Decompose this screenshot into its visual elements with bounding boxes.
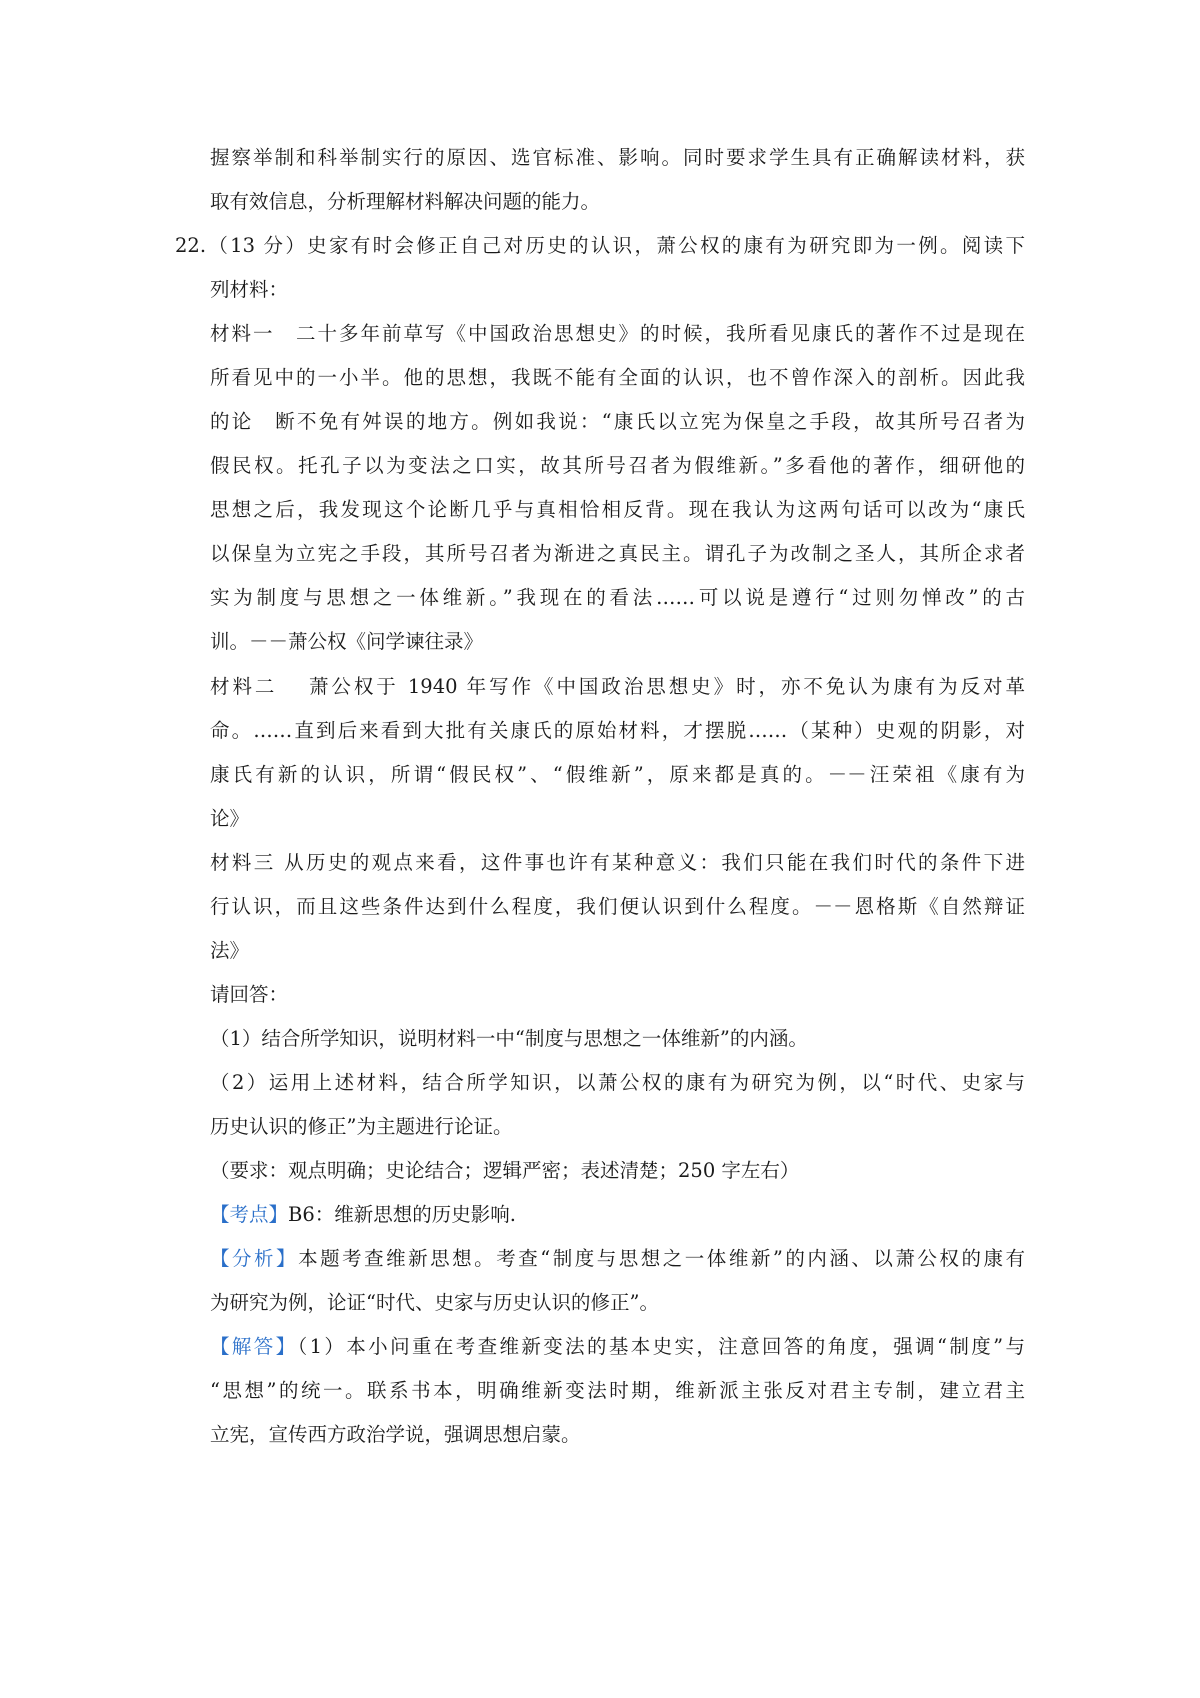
material-two-line: 康氏有新的认识，所谓“假民权”、“假维新”，原来都是真的。－－汪荣祖《康有为: [210, 763, 1025, 786]
fenxi-text: 本题考查维新思想。考查“制度与思想之一体维新”的内涵、以萧公权的康有: [298, 1247, 1025, 1270]
fenxi-line: 为研究为例，论证“时代、史家与历史认识的修正”。: [210, 1291, 659, 1314]
text-line: 取有效信息，分析理解材料解决问题的能力。: [210, 190, 601, 213]
material-one-line: 所看见中的一小半。他的思想，我既不能有全面的认识，也不曾作深入的剖析。因此我: [210, 366, 1025, 389]
requirements-note: （要求：观点明确；史论结合；逻辑严密；表述清楚；250 字左右）: [210, 1159, 800, 1182]
question-heading: 22.（13 分）史家有时会修正自己对历史的认识，萧公权的康有为研究即为一例。阅读下: [175, 234, 1025, 257]
material-three-source: 法》: [210, 939, 250, 962]
material-three-line: 材料三 从历史的观点来看，这件事也许有某种意义：我们只能在我们时代的条件下进: [210, 851, 1025, 874]
jieda-text: （1）本小问重在考查维新变法的基本史实，注意回答的角度，强调“制度”与: [297, 1335, 1025, 1358]
kaodian-text: B6：维新思想的历史影响.: [288, 1203, 516, 1226]
sub-question-2: 历史认识的修正”为主题进行论证。: [210, 1115, 513, 1138]
sub-question-2: （2）运用上述材料，结合所学知识，以萧公权的康有为研究为例，以“时代、史家与: [210, 1071, 1025, 1094]
material-one-source: 训。－－萧公权《问学谏往录》: [210, 630, 484, 653]
material-two-line: 材料二 萧公权于 1940 年写作《中国政治思想史》时，亦不免认为康有为反对革: [210, 675, 1025, 698]
prompt-label: 请回答：: [210, 983, 289, 1006]
material-two-line: 命。……直到后来看到大批有关康氏的原始材料，才摆脱……（某种）史观的阴影，对: [210, 719, 1025, 742]
text-line: 握察举制和科举制实行的原因、选官标准、影响。同时要求学生具有正确解读材料，获: [210, 146, 1025, 169]
material-one-line: 以保皇为立宪之手段，其所号召者为渐进之真民主。谓孔子为改制之圣人，其所企求者: [210, 542, 1025, 565]
kaodian-tag: 【考点】: [210, 1203, 289, 1226]
material-one-line: 思想之后，我发现这个论断几乎与真相恰相反背。现在我认为这两句话可以改为“康氏: [210, 498, 1025, 521]
text-line: 列材料：: [210, 278, 289, 301]
material-one-line: 实为制度与思想之一体维新。”我现在的看法……可以说是遵行“过则勿惮改”的古: [210, 586, 1025, 609]
jieda-tag: 【解答】: [210, 1335, 298, 1358]
material-one-line: 假民权。托孔子以为变法之口实，故其所号召者为假维新。”多看他的著作，细研他的: [210, 454, 1025, 477]
kaodian-line: [210, 1200, 1025, 1230]
fenxi-line: [210, 1244, 1025, 1274]
material-two-source: 论》: [210, 807, 250, 830]
material-one-line: 材料一 二十多年前草写《中国政治思想史》的时候，我所看见康氏的著作不过是现在: [210, 322, 1025, 345]
jieda-line: 立宪，宣传西方政治学说，强调思想启蒙。: [210, 1423, 581, 1446]
jieda-line: “思想”的统一。联系书本，明确维新变法时期，维新派主张反对君主专制，建立君主: [210, 1379, 1025, 1402]
material-three-line: 行认识，而且这些条件达到什么程度，我们便认识到什么程度。－－恩格斯《自然辩证: [210, 895, 1025, 918]
sub-question-1: （1）结合所学知识，说明材料一中“制度与思想之一体维新”的内涵。: [210, 1027, 808, 1050]
material-one-line: 的论 断不免有舛误的地方。例如我说：“康氏以立宪为保皇之手段，故其所号召者为: [210, 410, 1025, 433]
fenxi-tag: 【分析】: [210, 1247, 299, 1270]
jieda-line: [210, 1332, 1025, 1362]
